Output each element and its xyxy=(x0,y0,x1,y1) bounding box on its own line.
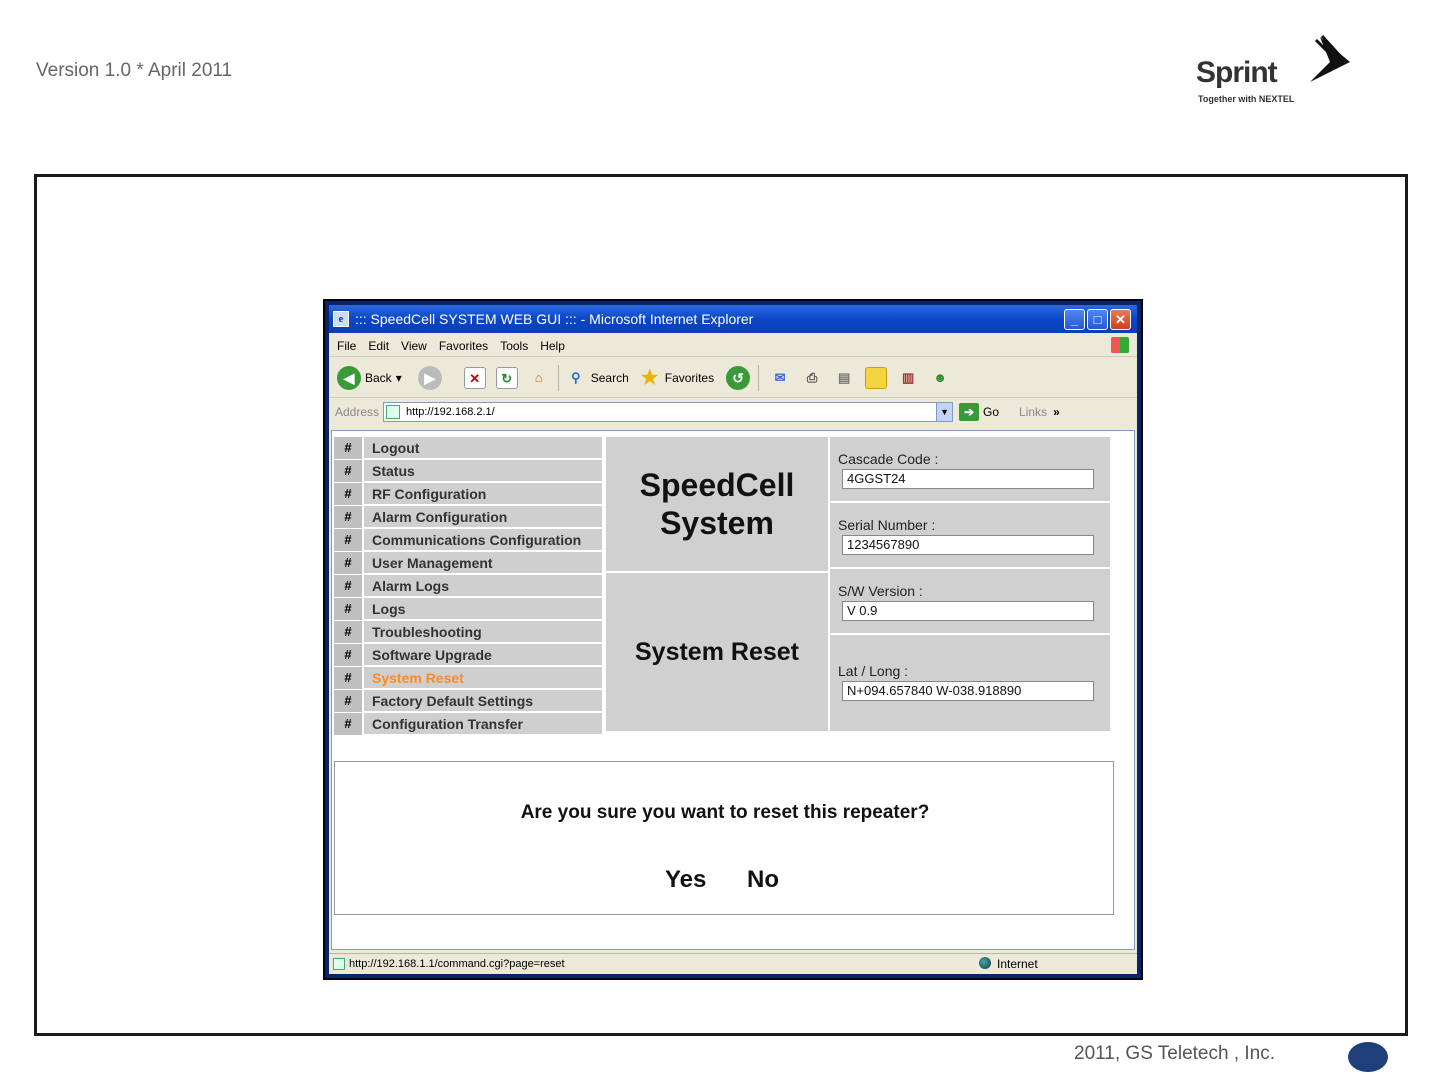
nav-hash: # xyxy=(334,552,364,574)
nav-label[interactable]: Factory Default Settings xyxy=(372,692,534,709)
nav-hash: # xyxy=(334,437,364,459)
yes-link[interactable]: Yes xyxy=(665,866,707,893)
toolbar-separator xyxy=(558,365,559,391)
nav-label[interactable]: RF Configuration xyxy=(372,485,487,502)
window-controls xyxy=(1064,309,1131,330)
nav-label[interactable]: Logout xyxy=(372,439,420,456)
window-title: ::: SpeedCell SYSTEM WEB GUI ::: - Microsoft Internet Explorer xyxy=(355,311,754,327)
nav-label[interactable]: Alarm Configuration xyxy=(372,508,508,525)
ie-icon: e xyxy=(333,311,349,327)
serial-number-cell xyxy=(830,503,1110,567)
status-url: http://192.168.1.1/command.cgi?page=reset xyxy=(349,957,565,970)
messenger-icon[interactable]: ☻ xyxy=(933,369,947,385)
address-dropdown-icon[interactable]: ▼ xyxy=(936,403,952,421)
nav-hash: # xyxy=(334,690,364,712)
serial-number-field[interactable]: 1234567890 xyxy=(842,535,1094,555)
nav-item-configuration-transfer[interactable] xyxy=(334,713,602,735)
windows-logo-icon xyxy=(1111,337,1129,353)
discuss-icon[interactable] xyxy=(865,367,887,389)
menu-view[interactable]: View xyxy=(401,338,427,353)
system-title-line1: SpeedCell xyxy=(639,467,795,503)
page-number-badge xyxy=(1348,1042,1388,1072)
nav-item-user-management[interactable] xyxy=(334,552,602,574)
serial-number-label: Serial Number : xyxy=(838,517,936,533)
mail-icon[interactable]: ✉ xyxy=(774,369,786,385)
maximize-button[interactable]: □ xyxy=(1087,309,1108,330)
nav-item-logout[interactable] xyxy=(334,437,602,459)
back-button-label[interactable]: Back xyxy=(365,370,392,385)
nav-label[interactable]: Alarm Logs xyxy=(372,577,450,594)
toolbar xyxy=(329,358,1137,398)
favorites-button-label[interactable]: Favorites xyxy=(664,370,715,385)
system-title-line2: System xyxy=(660,505,774,541)
minimize-button[interactable]: _ xyxy=(1064,309,1085,330)
stop-icon[interactable]: ✕ xyxy=(464,367,486,389)
sprint-logo xyxy=(1196,54,1366,114)
nav-hash: # xyxy=(334,483,364,505)
system-title-panel xyxy=(606,437,828,571)
device-info-panel xyxy=(830,437,1110,731)
nav-item-troubleshooting[interactable] xyxy=(334,621,602,643)
nav-item-alarm-logs[interactable] xyxy=(334,575,602,597)
nav-label[interactable]: User Management xyxy=(372,554,493,571)
page-icon xyxy=(386,405,400,419)
status-page-icon xyxy=(333,958,345,970)
version-text: Version 1.0 * April 2011 xyxy=(36,60,233,81)
status-bar xyxy=(329,953,1137,973)
nav-label[interactable]: Configuration Transfer xyxy=(372,715,523,732)
nav-hash: # xyxy=(334,667,364,689)
search-button-label[interactable]: Search xyxy=(590,370,629,385)
nav-item-rf-configuration[interactable] xyxy=(334,483,602,505)
favorites-star-icon[interactable]: ★ xyxy=(640,366,659,389)
footer-copyright: 2011, GS Teletech , Inc. xyxy=(1074,1043,1276,1064)
nav-hash: # xyxy=(334,598,364,620)
address-bar xyxy=(329,400,1137,424)
nav-label[interactable]: Logs xyxy=(372,600,406,617)
print-icon[interactable]: ⎙ xyxy=(806,369,818,385)
nav-item-factory-default-settings[interactable] xyxy=(334,690,602,712)
address-label: Address xyxy=(335,405,380,419)
history-icon[interactable]: ↺ xyxy=(726,366,750,390)
search-icon[interactable]: ⚲ xyxy=(570,369,581,385)
nav-label[interactable]: Troubleshooting xyxy=(372,623,482,640)
cascade-code-cell xyxy=(830,437,1110,501)
back-arrow-icon[interactable]: ◀ xyxy=(337,366,361,390)
research-icon[interactable]: ▥ xyxy=(901,369,915,385)
nav-item-communications-configuration[interactable] xyxy=(334,529,602,551)
sw-version-cell xyxy=(830,569,1110,633)
toolbar-separator-2 xyxy=(758,365,759,391)
nav-item-software-upgrade[interactable] xyxy=(334,644,602,666)
nav-item-status[interactable] xyxy=(334,460,602,482)
lat-long-cell xyxy=(830,635,1110,731)
nav-hash: # xyxy=(334,713,364,735)
back-dropdown-icon[interactable]: ▾ xyxy=(395,370,402,385)
edit-icon[interactable]: ▤ xyxy=(837,369,851,385)
title-bar[interactable] xyxy=(329,305,1137,333)
nav-hash: # xyxy=(334,621,364,643)
sw-version-field[interactable]: V 0.9 xyxy=(842,601,1094,621)
address-url[interactable]: http://192.168.2.1/ xyxy=(406,406,495,418)
side-nav xyxy=(334,437,602,736)
section-title-panel xyxy=(606,573,828,731)
sw-version-label: S/W Version : xyxy=(838,583,923,599)
menu-bar xyxy=(329,335,1137,357)
menu-help[interactable]: Help xyxy=(540,338,565,353)
go-button[interactable]: Go xyxy=(983,405,1000,419)
menu-edit[interactable]: Edit xyxy=(368,338,390,353)
nav-hash: # xyxy=(334,529,364,551)
nav-hash: # xyxy=(334,575,364,597)
logo-tagline: Together with NEXTEL xyxy=(1198,94,1295,104)
sprint-wing-icon xyxy=(1300,32,1360,92)
page-content xyxy=(331,430,1135,950)
home-icon[interactable]: ⌂ xyxy=(534,369,543,385)
section-title: System Reset xyxy=(635,637,799,666)
browser-inner xyxy=(329,305,1137,974)
links-label[interactable]: Links xyxy=(1019,405,1048,419)
address-input[interactable] xyxy=(383,402,953,422)
cascade-code-label: Cascade Code : xyxy=(838,451,939,467)
nav-item-logs[interactable] xyxy=(334,598,602,620)
nav-label-active[interactable]: System Reset xyxy=(372,669,464,686)
nav-hash: # xyxy=(334,644,364,666)
security-zone: Internet xyxy=(997,957,1038,971)
browser-window xyxy=(323,299,1143,980)
globe-icon xyxy=(979,957,991,969)
nav-label[interactable]: Software Upgrade xyxy=(372,646,492,663)
menu-file[interactable]: File xyxy=(337,338,357,353)
reset-confirm-box xyxy=(334,761,1114,915)
nav-item-system-reset[interactable] xyxy=(334,667,602,689)
lat-long-field[interactable]: N+094.657840 W-038.918890 xyxy=(842,681,1094,701)
nav-hash: # xyxy=(334,506,364,528)
refresh-icon[interactable]: ↻ xyxy=(496,367,518,389)
nav-item-alarm-configuration[interactable] xyxy=(334,506,602,528)
nav-hash: # xyxy=(334,460,364,482)
no-link[interactable]: No xyxy=(747,866,779,893)
forward-arrow-icon[interactable]: ▶ xyxy=(418,366,442,390)
lat-long-label: Lat / Long : xyxy=(838,663,909,679)
reset-question: Are you sure you want to reset this repeater? xyxy=(520,802,930,823)
menu-favorites[interactable]: Favorites xyxy=(438,338,489,353)
go-arrow-icon[interactable]: ➔ xyxy=(959,403,979,421)
close-button[interactable]: ✕ xyxy=(1110,309,1131,330)
menu-tools[interactable]: Tools xyxy=(500,338,529,353)
chevron-right-icon[interactable]: » xyxy=(1053,405,1060,419)
logo-wordmark: Sprint xyxy=(1196,56,1277,89)
nav-label[interactable]: Communications Configuration xyxy=(372,531,582,548)
cascade-code-field[interactable]: 4GGST24 xyxy=(842,469,1094,489)
nav-label[interactable]: Status xyxy=(372,462,415,479)
